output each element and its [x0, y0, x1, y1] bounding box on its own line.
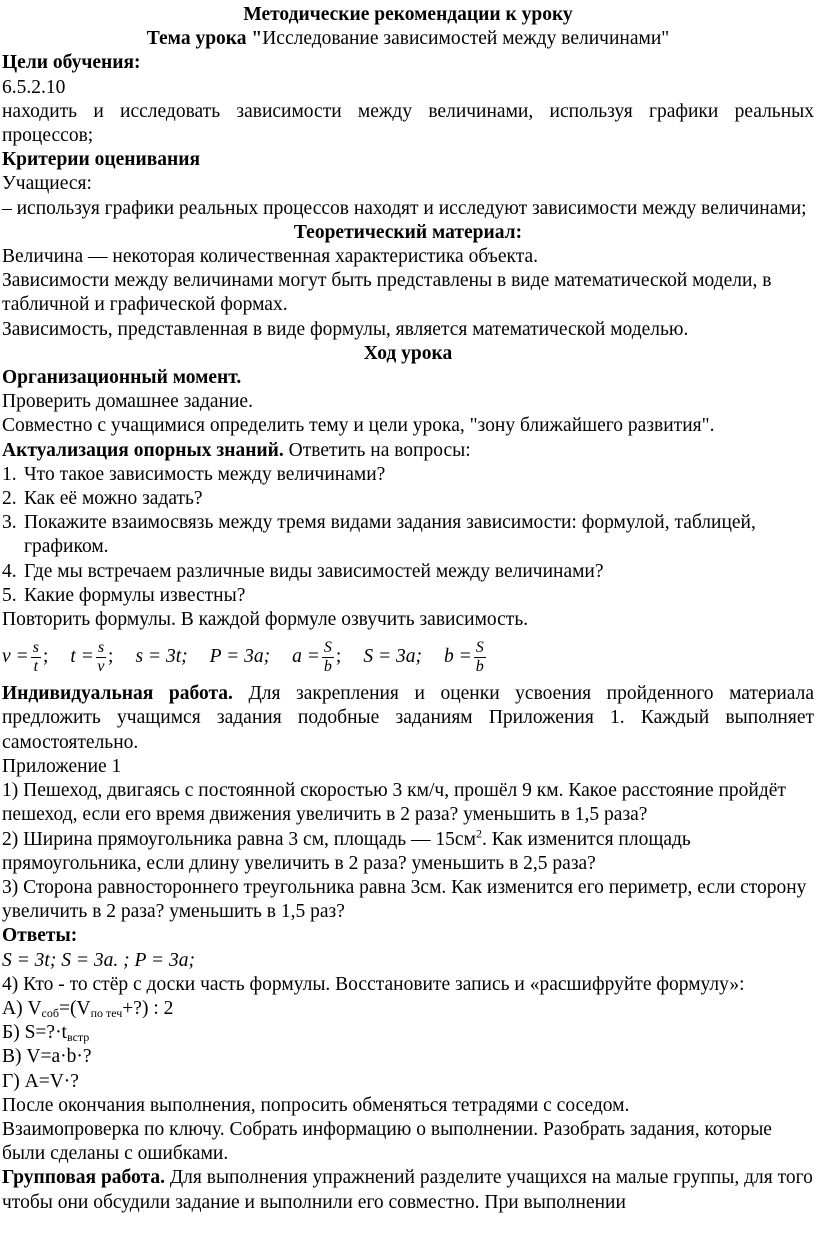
task-2-text: 2) Ширина прямоугольника равна 3 см, площадь — 15см [2, 828, 476, 850]
theory-heading: Теоретический материал: [293, 221, 523, 243]
list-item [2, 511, 814, 559]
formula-v [2, 639, 48, 676]
document-title: Методические рекомендации к уроку [243, 4, 573, 25]
subscript: встр [66, 1030, 90, 1045]
restore-text: А) V [2, 997, 42, 1019]
fraction [322, 639, 334, 676]
topic-text: Исследование зависимостей между величинами" [262, 28, 670, 50]
formula-s: s = 3t; [135, 646, 188, 668]
restore-c: В) V=a·b·? [2, 1046, 92, 1068]
list-text: Какие формулы известны? [24, 584, 246, 606]
formulas-row [2, 632, 814, 682]
goal-code: 6.5.2.10 [2, 76, 66, 98]
theory-line-3: Зависимость, представленная в виде формулы, является математической моделью. [2, 318, 689, 340]
formula-t [70, 639, 113, 676]
individual-work-text: Для закрепления и оценки усвоения пройденного материала предложить учащимся задания подобные заданиям Приложения 1. Каждый выполняет самостоятельно. [2, 683, 814, 753]
actualization-paragraph [2, 439, 814, 463]
list-item [2, 560, 814, 584]
formula-a [292, 639, 341, 676]
group-work-text: Для выполнения упражнений разделите учащихся на малые группы, для того чтобы они обсудили задание и выполнили его совместно. При выполнении [2, 1167, 813, 1213]
list-number: 4. [2, 560, 17, 582]
formula-lhs: b = [443, 646, 472, 668]
list-text: Что такое зависимость между величинами? [24, 463, 386, 485]
org-line-2: Совместно с учащимися определить тему и цели урока, "зону ближайшего развития". [2, 415, 715, 437]
task-1: 1) Пешеход, двигаясь с постоянной скоростью 3 км/ч, прошёл 9 км. Какое расстояние пройдёт пешеход, если его время движения увеличить в 2 раза? уменьшить в 1,5 раза? [2, 780, 786, 826]
criteria-line-1: Учащиеся: [2, 173, 92, 195]
after-line-2: Взаимопроверка по ключу. Собрать информацию о выполнении. Разобрать задания, которые были сделаны с ошибками. [2, 1118, 772, 1165]
task-3: 3) Сторона равностороннего треугольника равна 3см. Как изменится его периметр, если сторону увеличить в 2 раза? уменьшить в 1,5 раз? [2, 876, 807, 923]
formula-end: ; [42, 646, 49, 668]
group-work-paragraph [2, 1166, 814, 1214]
after-line-1: После окончания выполнения, попросить обменяться тетрадями с соседом. [2, 1094, 630, 1116]
answers-line: S = 3t; S = 3a. ; P = 3a; [2, 949, 195, 971]
org-line-1: Проверить домашнее задание. [2, 391, 253, 413]
denominator: v [97, 657, 105, 675]
restore-text: +?) : 2 [122, 997, 174, 1019]
denominator: b [323, 657, 332, 675]
restore-text: Б) S=?·t [2, 1022, 67, 1044]
list-number: 5. [2, 584, 17, 606]
actualization-heading: Актуализация опорных знаний. [2, 439, 284, 461]
actualization-text: Ответить на вопросы: [283, 439, 471, 461]
lesson-topic [2, 27, 814, 51]
org-heading: Организационный момент. [2, 367, 242, 389]
formula-area: S = 3a; [363, 646, 422, 668]
list-text: Как её можно задать? [24, 488, 203, 510]
formula-lhs: a = [292, 646, 320, 668]
individual-work-paragraph [2, 682, 814, 755]
lesson-heading: Ход урока [363, 342, 453, 364]
superscript: 2 [475, 826, 482, 840]
repeat-formulas-text: Повторить формулы. В каждой формуле озвучить зависимость. [2, 609, 529, 631]
numerator: S [475, 638, 484, 656]
fraction [31, 639, 41, 676]
restore-a [2, 997, 814, 1021]
restore-text: =(V [58, 997, 91, 1019]
questions-list [2, 463, 814, 608]
formula-b [444, 639, 488, 676]
topic-prefix: Тема урока " [146, 28, 263, 50]
goals-heading: Цели обучения: [2, 52, 141, 74]
formula-lhs: t = [70, 646, 94, 668]
fraction [96, 639, 106, 676]
formula-end: ; [335, 646, 342, 668]
subscript: соб [41, 1005, 59, 1020]
restore-d: Г) A=V·? [2, 1070, 79, 1092]
numerator: S [323, 638, 332, 656]
formula-lhs: v = [2, 646, 29, 668]
list-number: 1. [2, 463, 17, 485]
list-number: 3. [2, 512, 17, 534]
list-item [2, 487, 814, 511]
subscript: по теч [90, 1005, 123, 1020]
fraction [474, 639, 486, 676]
task-2-text-end: . Как изменится площадь прямоугольника, если длину увеличить в 2 раза? уменьшить в 2,5 раза? [2, 828, 691, 874]
denominator: b [475, 657, 484, 675]
task-2 [2, 828, 814, 876]
numerator: s [97, 638, 105, 656]
numerator: s [32, 638, 39, 656]
task-4: 4) Кто - то стёр с доски часть формулы. Восстановите запись и «расшифруйте формулу»: [2, 973, 745, 995]
theory-line-2: Зависимости между величинами могут быть представлены в виде математической модели, в табличной и графической формах. [2, 270, 772, 316]
criteria-heading: Критерии оценивания [2, 149, 201, 171]
restore-b [2, 1021, 814, 1045]
formula-p: P = 3a; [209, 646, 271, 668]
list-item [2, 463, 814, 487]
document-page [2, 3, 814, 1215]
list-number: 2. [2, 488, 17, 510]
theory-line-1: Величина — некоторая количественная характеристика объекта. [2, 246, 539, 268]
list-text: Покажите взаимосвязь между тремя видами задания зависимости: формулой, таблицей, графиком. [24, 512, 756, 558]
appendix-title: Приложение 1 [2, 755, 122, 777]
goal-text: находить и исследовать зависимости между величинами, используя графики реальных процессов; [2, 100, 814, 147]
individual-work-heading: Индивидуальная работа. [2, 683, 233, 705]
list-text: Где мы встречаем различные виды зависимостей между величинами? [24, 560, 604, 582]
criteria-line-2: – используя графики реальных процессов находят и исследуют зависимости между величинами; [2, 197, 807, 219]
denominator: t [33, 657, 39, 675]
answers-heading: Ответы: [2, 925, 78, 947]
list-item [2, 584, 814, 608]
group-work-heading: Групповая работа. [2, 1167, 165, 1189]
formula-end: ; [108, 646, 114, 668]
